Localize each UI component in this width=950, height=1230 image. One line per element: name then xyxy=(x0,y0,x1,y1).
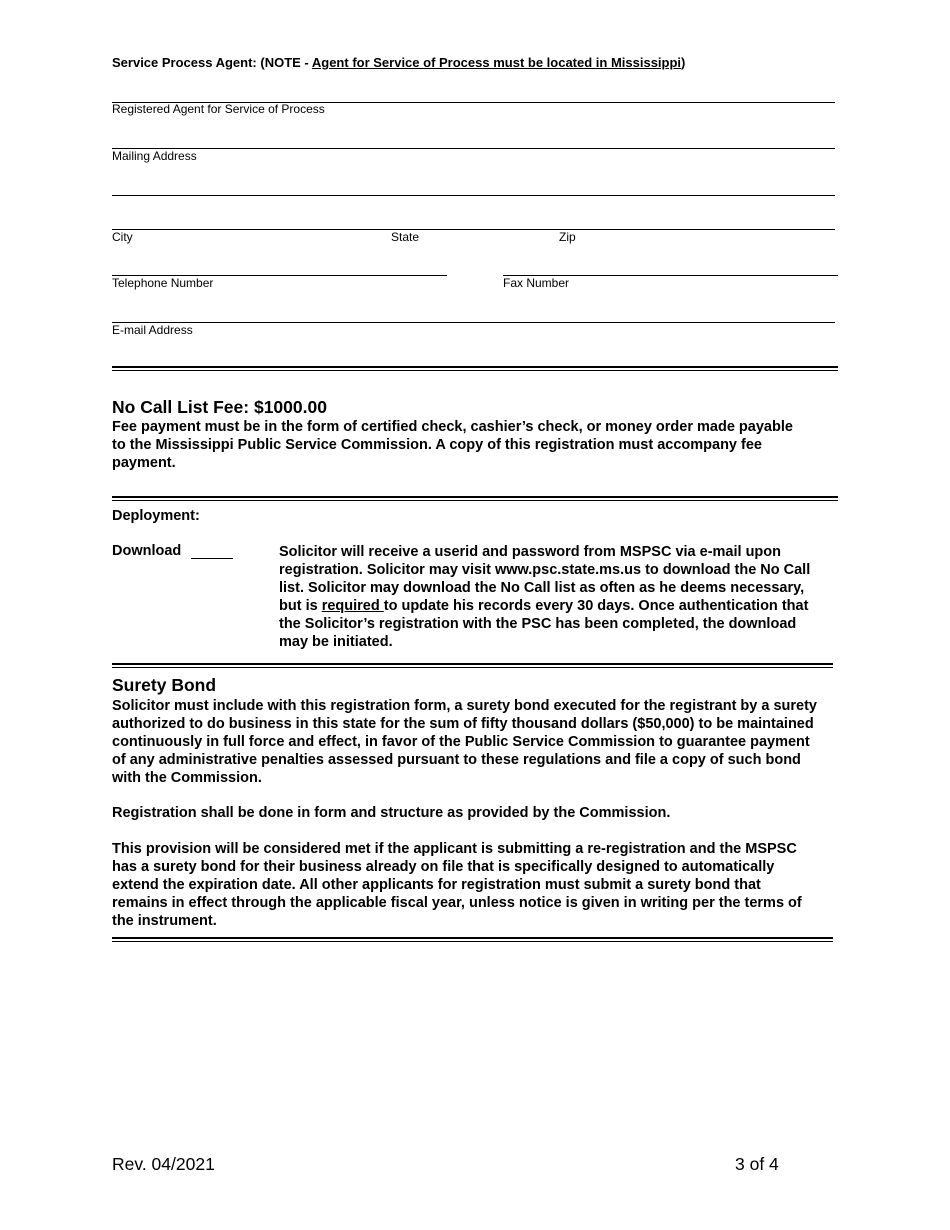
page-number: 3 of 4 xyxy=(735,1154,779,1174)
deployment-text-before: Solicitor will receive a userid and password from MSPSC via e-mail upon registration. Solicitor may visit www.psc.state.ms.us to download the No Call list. Solicitor may download the No Call list as often as he deems necessary, but is xyxy=(279,544,811,614)
deployment-text xyxy=(279,543,824,651)
fee-title: No Call List Fee: $1000.00 xyxy=(112,397,327,417)
mailing-address-label: Mailing Address xyxy=(112,149,197,163)
header-suffix: ) xyxy=(681,55,686,70)
deployment-text-after: to update his records every 30 days. Once authentication that the Solicitor’s registration with the PSC has been completed, the download may be initiated. xyxy=(279,598,809,650)
city-state-zip-line[interactable] xyxy=(112,229,835,230)
section-header xyxy=(112,55,685,70)
registered-agent-label: Registered Agent for Service of Process xyxy=(112,102,325,116)
telephone-label: Telephone Number xyxy=(112,276,214,290)
divider xyxy=(112,496,838,501)
deployment-text-required: required xyxy=(321,598,384,614)
fax-label: Fax Number xyxy=(503,276,570,290)
download-label: Download xyxy=(112,543,182,559)
state-label: State xyxy=(391,230,420,244)
mailing-address-line-2[interactable] xyxy=(112,195,835,196)
email-label: E-mail Address xyxy=(112,323,193,337)
deployment-heading: Deployment: xyxy=(112,508,200,524)
surety-title: Surety Bond xyxy=(112,675,217,695)
divider xyxy=(112,663,833,668)
surety-para-2: Registration shall be done in form and structure as provided by the Commission. xyxy=(112,805,671,821)
header-note: Agent for Service of Process must be located in Mississippi xyxy=(311,55,682,70)
zip-label: Zip xyxy=(559,230,576,244)
mailing-address-line[interactable] xyxy=(112,148,835,149)
download-checkbox-line[interactable] xyxy=(191,558,233,559)
revision-label: Rev. 04/2021 xyxy=(112,1154,215,1174)
fee-text: Fee payment must be in the form of certified check, cashier’s check, or money order made payable to the Mississippi Public Service Commission. A copy of this registration must accompany fee payment. xyxy=(112,419,793,471)
email-line[interactable] xyxy=(112,322,835,323)
city-label: City xyxy=(112,230,133,244)
divider xyxy=(112,366,838,371)
surety-para-3: This provision will be considered met if the applicant is submitting a re-registration and the MSPSC has a surety bond for their business already on file that is specifically designed to automatically extend the expiration date. All other applicants for registration must submit a surety bond that remains in effect through the applicable fiscal year, unless notice is given in writing per the terms of the instrument. xyxy=(112,841,802,929)
surety-para-1: Solicitor must include with this registration form, a surety bond executed for the registrant by a surety authorized to do business in this state for the sum of fifty thousand dollars ($50,000) to be maintained continuously in full force and effect, in favor of the Public Service Commission to guarantee payment of any administrative penalties assessed pursuant to these regulations and file a copy of such bond with the Commission. xyxy=(112,698,817,786)
header-prefix: Service Process Agent: (NOTE - xyxy=(112,55,312,70)
divider xyxy=(112,937,833,942)
